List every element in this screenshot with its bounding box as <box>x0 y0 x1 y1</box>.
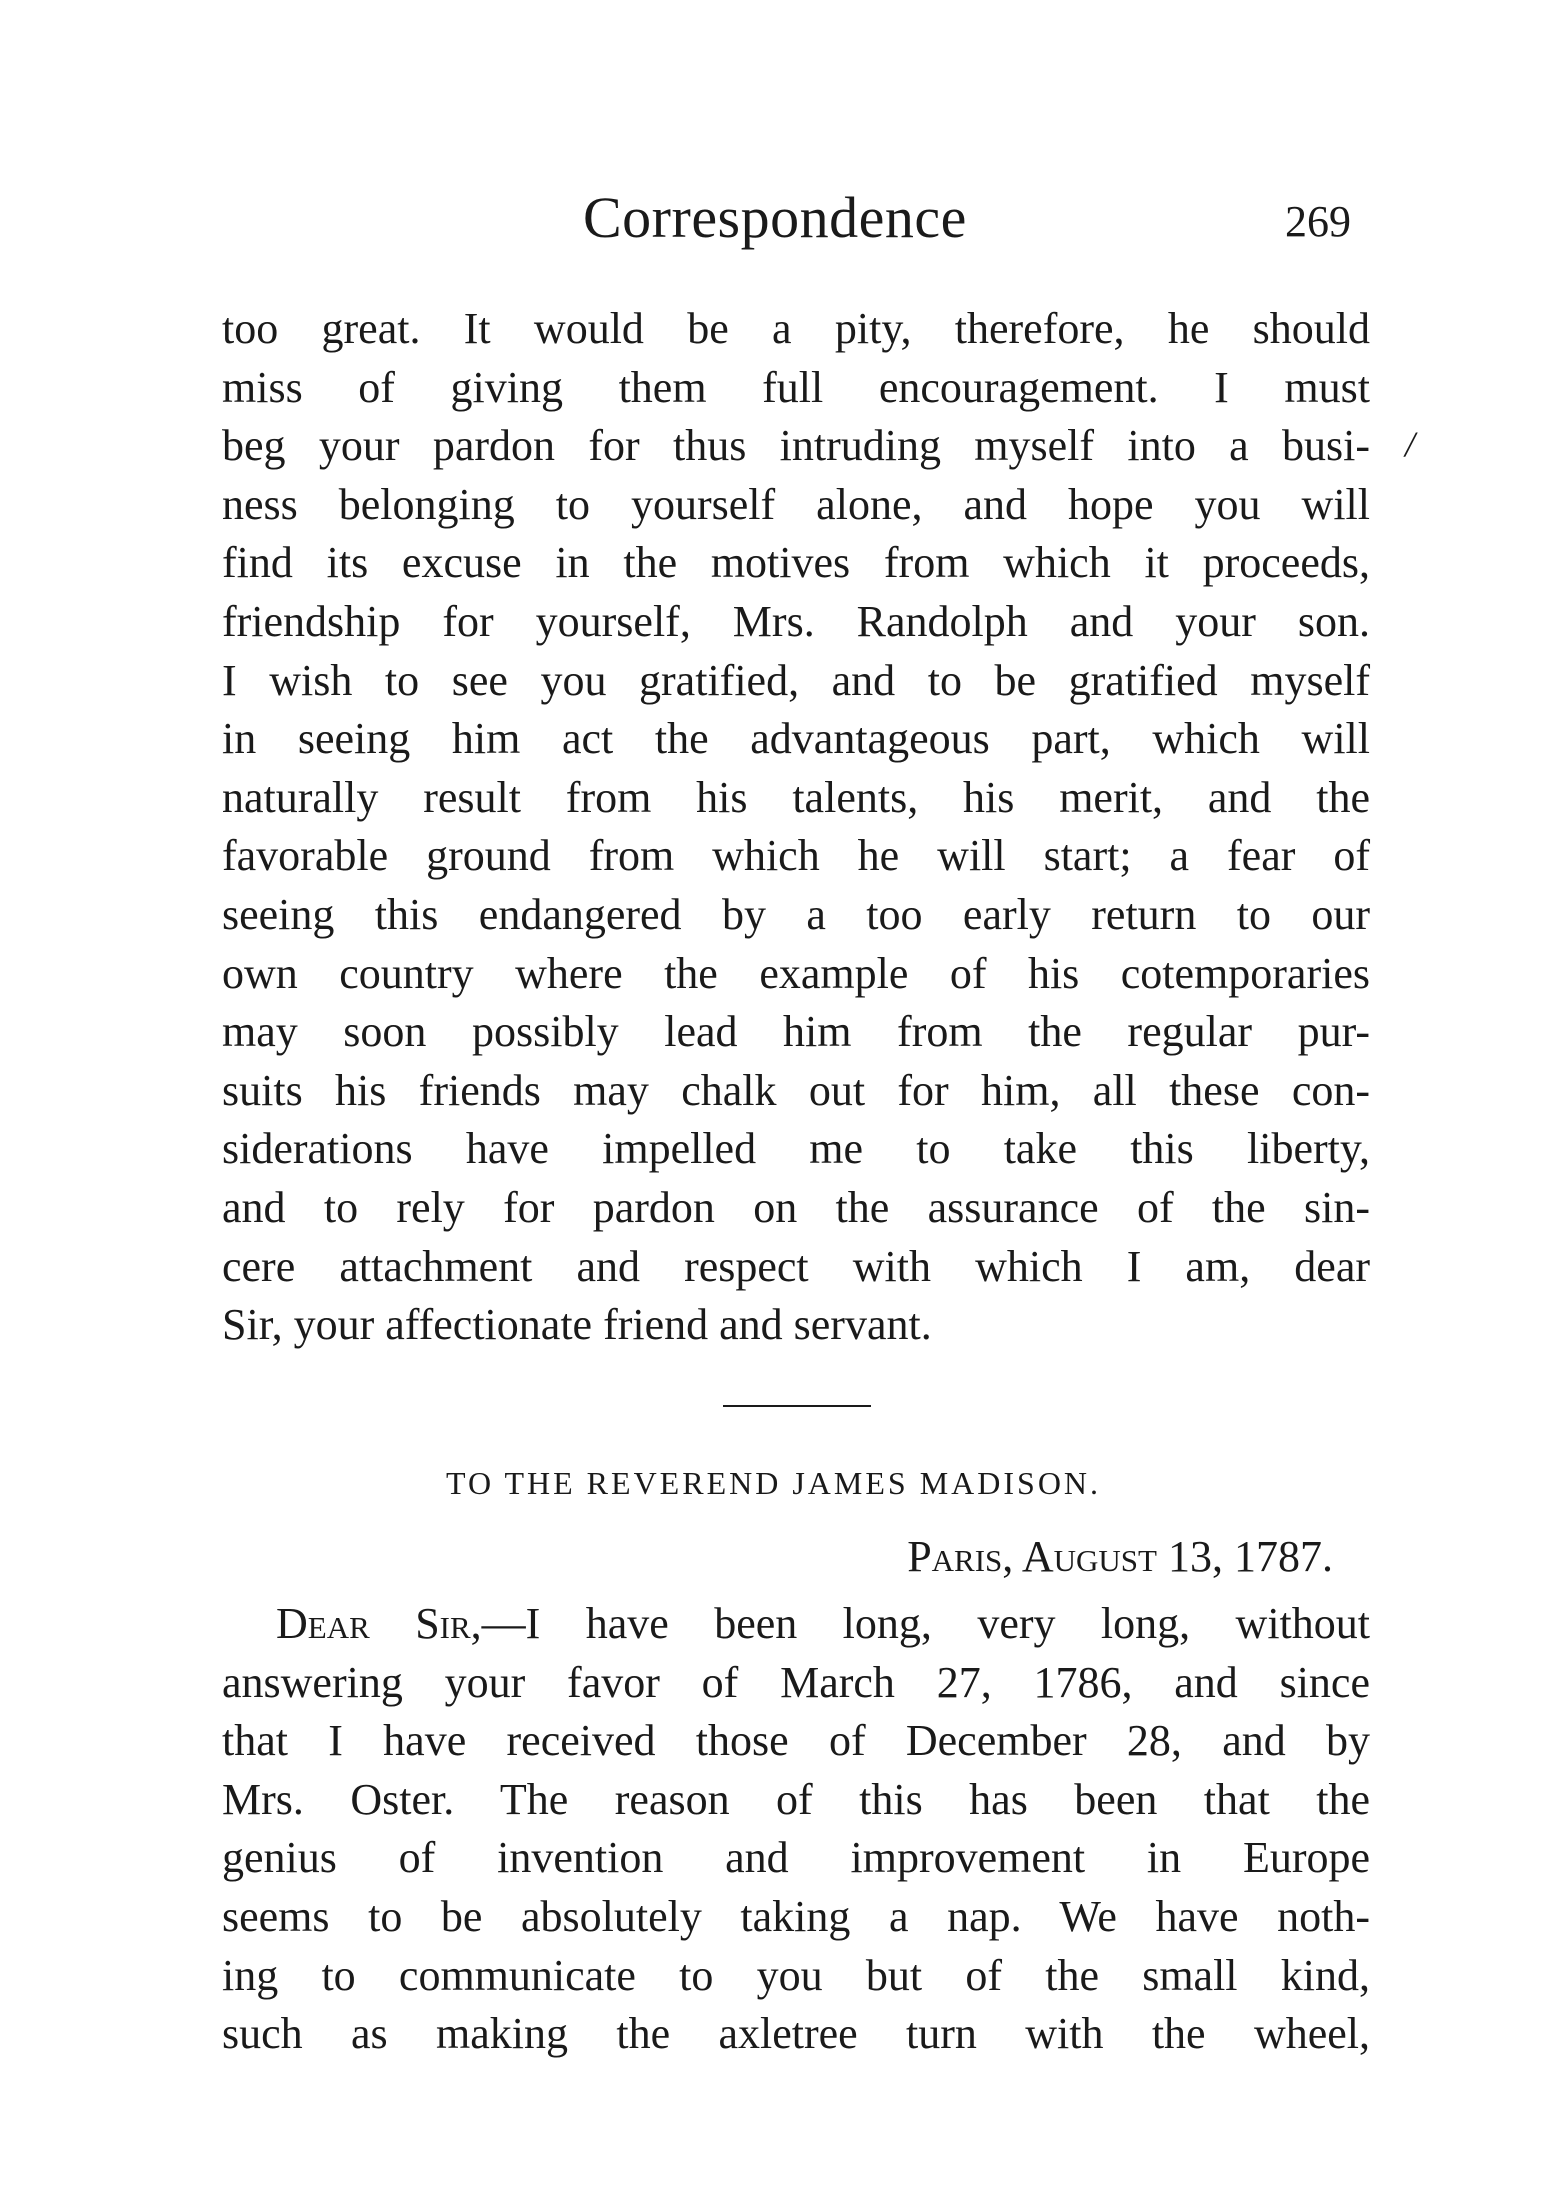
letter-dateline: Paris, August 13, 1787. <box>907 1532 1333 1581</box>
text-line: siderations have impelled me to take this liberty, <box>222 1124 1370 1174</box>
text-line: Mrs. Oster. The reason of this has been that the <box>222 1774 1370 1824</box>
text-line: Sir, your affectionate friend and servant. <box>222 1300 932 1350</box>
text-line <box>222 1595 1370 1654</box>
letter-heading: TO THE REVEREND JAMES MADISON. <box>445 1465 1102 1501</box>
letter-salutation: Dear Sir, <box>276 1599 482 1648</box>
text-line: in seeing him act the advantageous part, which will <box>222 714 1370 764</box>
text-line: and to rely for pardon on the assurance of the sin- <box>222 1182 1370 1232</box>
text-line: too great. It would be a pity, therefore, he should <box>222 304 1370 353</box>
text-line: that I have received those of December 28, and by <box>222 1716 1370 1766</box>
text-line: may soon possibly lead him from the regular pur- <box>222 1007 1370 1057</box>
text-line: beg your pardon for thus intruding myself into a busi- <box>222 421 1370 471</box>
text-line: naturally result from his talents, his merit, and the <box>222 772 1370 822</box>
margin-mark: / <box>1405 424 1416 464</box>
page-number: 269 <box>1285 197 1351 246</box>
text-line: I wish to see you gratified, and to be gratified myself <box>222 655 1370 705</box>
text-line: own country where the example of his cotemporaries <box>222 948 1370 998</box>
letter-opening-text: —I have been long, very long, without <box>481 1599 1370 1648</box>
page-title: Correspondence <box>583 185 967 250</box>
letter-body <box>222 1595 1370 2064</box>
text-line: such as making the axletree turn with the wheel, <box>222 2009 1370 2059</box>
text-line: seems to be absolutely taking a nap. We have noth- <box>222 1891 1370 1941</box>
text-line: answering your favor of March 27, 1786, and since <box>222 1657 1370 1707</box>
text-line: genius of invention and improvement in Europe <box>222 1833 1370 1883</box>
section-divider <box>723 1405 871 1407</box>
text-line: ness belonging to yourself alone, and hope you will <box>222 479 1370 529</box>
text-line: favorable ground from which he will start; a fear of <box>222 831 1370 881</box>
text-line: suits his friends may chalk out for him, all these con- <box>222 1065 1370 1115</box>
text-line: seeing this endangered by a too early return to our <box>222 889 1370 939</box>
text-line: find its excuse in the motives from which it proceeds, <box>222 538 1370 588</box>
text-line: ing to communicate to you but of the small kind, <box>222 1950 1370 2000</box>
continued-paragraph <box>222 300 1370 1355</box>
text-line: miss of giving them full encouragement. I must <box>222 362 1370 412</box>
text-line: friendship for yourself, Mrs. Randolph and your son. <box>222 596 1370 646</box>
text-line: cere attachment and respect with which I am, dear <box>222 1241 1370 1291</box>
running-head <box>0 178 1547 258</box>
